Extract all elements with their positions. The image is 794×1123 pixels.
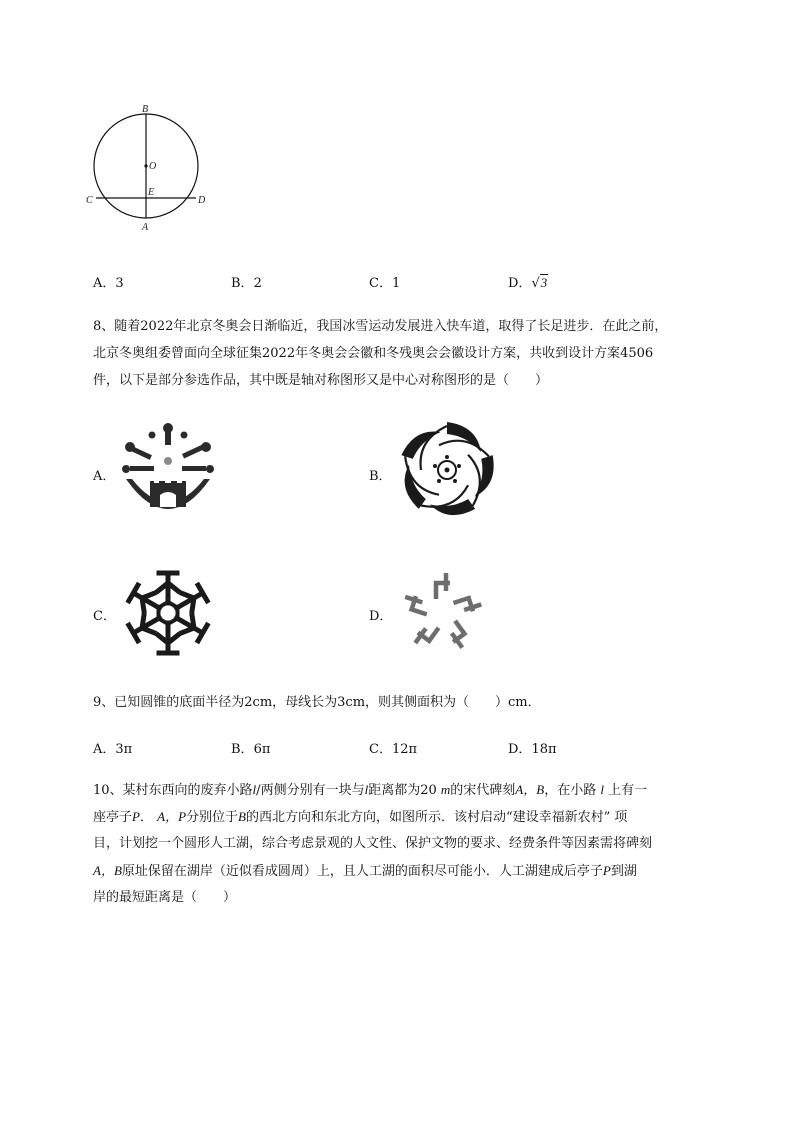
snowflake-emblem[interactable] — [120, 567, 216, 659]
q8-line-3: 件，以下是部分参选作品，其中既是轴对称图形又是中心对称图形的是（ ） — [93, 373, 549, 388]
q7-option-c[interactable]: C．1 — [369, 276, 401, 291]
q10-line-5: 岸的最短距离是（ ） — [93, 890, 237, 905]
q8-option-b-label[interactable]: B． — [369, 469, 392, 484]
q10-line-3: 目，计划挖一个圆形人工湖，综合考虑景观的人文性、保护文物的要求、经费条件等因素需将碑刻 — [93, 836, 653, 851]
q10-line-2: 座亭子P． A，P分别位于B的西北方向和东北方向，如图所示．该村启动“建设幸福新农村” 项 — [93, 809, 628, 825]
q8-line-1: 8、随着2022年北京冬奥会日渐临近，我国冰雪运动发展进入快车道，取得了长足进步．在此之前， — [93, 319, 668, 334]
q7-option-a[interactable]: A．3 — [93, 276, 124, 291]
broken-snowflake-emblem[interactable] — [395, 567, 489, 659]
q7-option-d[interactable]: D．√3 — [508, 275, 548, 291]
q9-option-b[interactable]: B．6π — [231, 742, 271, 757]
plum-blossom-emblem[interactable] — [395, 419, 499, 521]
snowflake-castle-emblem[interactable] — [120, 419, 216, 521]
center-dot — [144, 164, 147, 167]
q10-line-1: 10、某村东西向的废弃小路l/两侧分别有一块与l距离都为20 m的宋代碑刻A，B，在小路 l 上有一 — [93, 782, 648, 798]
q8-option-a-label[interactable]: A． — [93, 469, 116, 484]
q8-option-c-label[interactable]: C． — [93, 609, 116, 624]
label-b: B — [142, 104, 149, 115]
label-o: O — [149, 161, 157, 172]
label-c: C — [86, 195, 93, 206]
circle-figure — [85, 102, 210, 234]
q8-line-2: 北京冬奥组委曾面向全球征集2022年冬奥会会徽和冬残奥会会徽设计方案，共收到设计方案4506 — [93, 346, 654, 361]
q9-option-a[interactable]: A．3π — [93, 742, 133, 757]
q8-option-d-label[interactable]: D． — [369, 609, 393, 624]
q7-option-b[interactable]: B．2 — [231, 276, 262, 291]
q9-option-c[interactable]: C．12π — [369, 742, 418, 757]
label-e: E — [148, 187, 155, 198]
sqrt-symbol: √3 — [531, 275, 548, 291]
q9-option-d[interactable]: D．18π — [508, 742, 557, 757]
label-a: A — [142, 222, 149, 233]
q9-stem: 9、已知圆锥的底面半径为2cm，母线长为3cm，则其侧面积为（ ）cm． — [93, 695, 541, 710]
q10-line-4: A，B原址保留在湖岸（近似看成圆周）上，且人工湖的面积尽可能小．人工湖建成后亭子P到湖 — [93, 863, 637, 879]
label-d: D — [198, 195, 206, 206]
